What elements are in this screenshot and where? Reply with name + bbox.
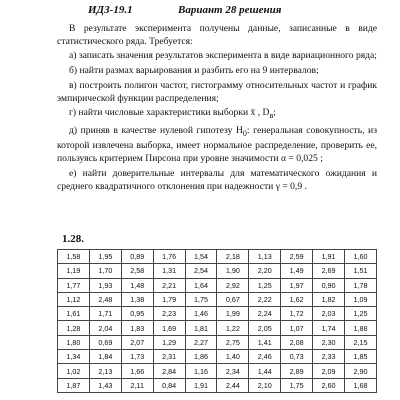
table-cell: 2,23 [153, 307, 185, 321]
table-row [58, 321, 377, 335]
table-cell: 2,84 [153, 364, 185, 378]
table-cell: 1,28 [58, 321, 90, 335]
table-cell: 2,31 [153, 350, 185, 364]
table-cell: 1,62 [281, 292, 313, 306]
table-cell: 1,83 [121, 321, 153, 335]
task-item: в) построить полигон частот, гистограмму относительных частот и график эмпирической функции распределения; [57, 79, 377, 104]
table-cell: 1,29 [153, 335, 185, 349]
table-cell: 1,16 [185, 364, 217, 378]
table-cell: 2,54 [185, 264, 217, 278]
task-list [57, 50, 377, 193]
task-item: а) записать значения результатов эксперимента в виде вариационного ряда; [69, 50, 377, 62]
table-row [58, 335, 377, 349]
table-cell: 1,31 [153, 264, 185, 278]
table-cell: 1,97 [281, 278, 313, 292]
table-cell: 2,92 [217, 278, 249, 292]
problem-statement [57, 23, 377, 193]
table-cell: 1,82 [313, 292, 345, 306]
table-cell: 2,03 [313, 307, 345, 321]
table-cell: 1,99 [217, 307, 249, 321]
table-cell: 1,43 [89, 378, 121, 392]
table-cell: 2,15 [345, 335, 377, 349]
table-row [58, 250, 377, 264]
table-cell: 2,10 [249, 378, 281, 392]
table-cell: 1,40 [217, 350, 249, 364]
table-cell: 2,05 [249, 321, 281, 335]
table-cell: 1,81 [185, 321, 217, 335]
table-cell: 1,84 [89, 350, 121, 364]
table-cell: 2,22 [249, 292, 281, 306]
table-cell: 2,04 [89, 321, 121, 335]
table-cell: 1,22 [217, 321, 249, 335]
table-cell: 1,76 [153, 250, 185, 264]
table-row [58, 292, 377, 306]
table-cell: 1,12 [58, 292, 90, 306]
table-cell: 2,24 [249, 307, 281, 321]
table-cell: 1,66 [121, 364, 153, 378]
table-cell: 1,91 [185, 378, 217, 392]
table-cell: 2,08 [281, 335, 313, 349]
table-cell: 1,74 [313, 321, 345, 335]
table-row [58, 364, 377, 378]
table-row [58, 278, 377, 292]
table-cell: 2,21 [153, 278, 185, 292]
table-cell: 1,77 [58, 278, 90, 292]
task-item: г) найти числовые характеристики выборки x̄ , $D_в$; [69, 107, 276, 121]
table-cell: 2,69 [313, 264, 345, 278]
table-cell: 2,90 [345, 364, 377, 378]
table-cell: 2,34 [217, 364, 249, 378]
table-cell: 2,20 [249, 264, 281, 278]
table-cell: 2,11 [121, 378, 153, 392]
table-cell: 1,58 [58, 250, 90, 264]
table-cell: 1,51 [345, 264, 377, 278]
table-cell: 1,54 [185, 250, 217, 264]
table-cell: 1,38 [121, 292, 153, 306]
table-row [58, 350, 377, 364]
table-cell: 1,88 [345, 321, 377, 335]
table-cell: 2,58 [121, 264, 153, 278]
table-cell: 1,75 [185, 292, 217, 306]
table-cell: 2,46 [249, 350, 281, 364]
table-cell: 2,89 [281, 364, 313, 378]
table-cell: 2,60 [313, 378, 345, 392]
page-header [88, 4, 348, 16]
table-cell: 1,87 [58, 378, 90, 392]
table-cell: 1,78 [345, 278, 377, 292]
table-cell: 1,95 [89, 250, 121, 264]
table-cell: 1,75 [281, 378, 313, 392]
table-cell: 1,86 [185, 350, 217, 364]
table-cell: 1,44 [249, 364, 281, 378]
table-cell: 1,60 [345, 250, 377, 264]
table-cell: 1,25 [345, 307, 377, 321]
table-cell: 2,18 [217, 250, 249, 264]
table-cell: 1,71 [89, 307, 121, 321]
table-cell: 1,90 [217, 264, 249, 278]
table-row [58, 378, 377, 392]
header-assignment-code: ИДЗ-19.1 [88, 4, 133, 16]
table-cell: 0,69 [89, 335, 121, 349]
table-row [58, 307, 377, 321]
table-cell: 0,89 [121, 250, 153, 264]
table-cell: 1,69 [153, 321, 185, 335]
table-cell: 1,25 [249, 278, 281, 292]
table-cell: 1,48 [121, 278, 153, 292]
table-cell: 2,59 [281, 250, 313, 264]
table-cell: 1,49 [281, 264, 313, 278]
table-cell: 2,75 [217, 335, 249, 349]
table-cell: 1,19 [58, 264, 90, 278]
table-cell: 2,07 [121, 335, 153, 349]
table-cell: 1,85 [345, 350, 377, 364]
table-cell: 1,64 [185, 278, 217, 292]
data-table [57, 249, 377, 393]
header-variant-title: Вариант 28 решения [178, 4, 282, 16]
table-cell: 1,07 [281, 321, 313, 335]
task-item: е) найти доверительные интервалы для математического ожидания и среднего квадратичного отклонения при надежности γ = 0,9 . [57, 167, 377, 192]
table-cell: 1,61 [58, 307, 90, 321]
problem-number: 1.28. [62, 233, 84, 245]
table-cell: 2,48 [89, 292, 121, 306]
table-cell: 1,34 [58, 350, 90, 364]
table-cell: 1,72 [281, 307, 313, 321]
task-item: д) приняв в качестве нулевой гипотезу $H_0$: генеральная совокупность, из которой извлечена выборка, имеет нормальное распределение, проверить ее, пользуясь критерием Пирсона при уровне значимости α = 0,025 ; [57, 124, 377, 165]
task-item: б) найти размах варьирования и разбить его на 9 интервалов; [69, 65, 319, 77]
table-cell: 2,09 [313, 364, 345, 378]
table-cell: 1,68 [345, 378, 377, 392]
table-cell: 1,91 [313, 250, 345, 264]
table-cell: 0,67 [217, 292, 249, 306]
table-cell: 2,33 [313, 350, 345, 364]
table-cell: 2,30 [313, 335, 345, 349]
table-cell: 1,93 [89, 278, 121, 292]
table-cell: 1,79 [153, 292, 185, 306]
table-cell: 1,70 [89, 264, 121, 278]
table-cell: 0,73 [281, 350, 313, 364]
table-cell: 0,95 [121, 307, 153, 321]
table-cell: 1,02 [58, 364, 90, 378]
table-cell: 2,27 [185, 335, 217, 349]
table-cell: 2,13 [89, 364, 121, 378]
table-cell: 1,13 [249, 250, 281, 264]
table-cell: 1,09 [345, 292, 377, 306]
table-cell: 1,46 [185, 307, 217, 321]
table-row [58, 264, 377, 278]
intro-paragraph: В результате эксперимента получены данные, записанные в виде статистического ряда. Требуется: [57, 23, 377, 47]
table-cell: 1,73 [121, 350, 153, 364]
table-cell: 1,80 [58, 335, 90, 349]
table-cell: 0,84 [153, 378, 185, 392]
table-cell: 2,44 [217, 378, 249, 392]
table-cell: 1,41 [249, 335, 281, 349]
table-cell: 0,90 [313, 278, 345, 292]
